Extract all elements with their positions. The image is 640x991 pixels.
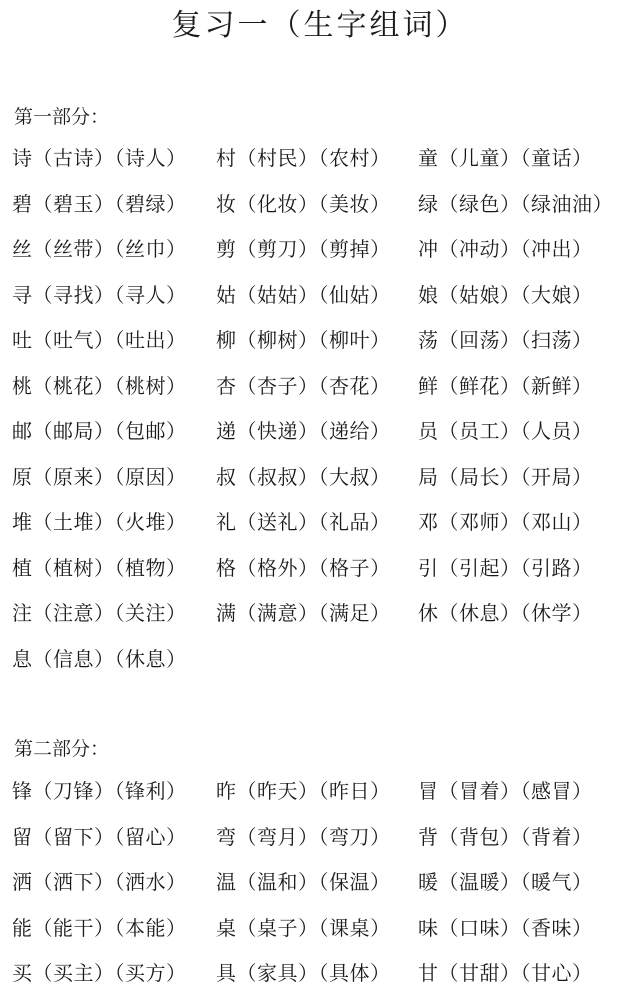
word-entry: 甘（甘甜）（甘心） (418, 961, 593, 985)
word-entry: 娘（姑娘）（大娘） (418, 282, 593, 307)
word-row (0, 370, 640, 402)
word-entry: 冒（冒着）（感冒） (418, 779, 593, 803)
word-entry: 妆（化妆）（美妆） (216, 191, 391, 216)
word-entry: 邓（邓师）（邓山） (418, 510, 593, 534)
word-entry: 锋（刀锋）（锋利） (12, 779, 187, 803)
word-entry: 昨（昨天）（昨日） (216, 779, 391, 803)
word-row (0, 279, 640, 311)
word-entry: 具（家具）（具体） (216, 961, 391, 985)
word-entry: 剪（剪刀）（剪掉） (216, 237, 391, 261)
word-entry: 吐（吐气）（吐出） (12, 328, 187, 352)
word-row (0, 506, 640, 538)
word-entry: 诗（古诗）（诗人） (12, 146, 187, 170)
word-entry: 姑（姑姑）（仙姑） (216, 282, 391, 307)
word-row (0, 597, 640, 629)
word-entry: 味（口味）（香味） (418, 915, 593, 940)
word-entry: 留（留下）（留心） (12, 824, 187, 849)
word-entry: 荡（回荡）（扫荡） (418, 328, 593, 352)
word-row (0, 821, 640, 853)
word-row (0, 912, 640, 944)
word-row (0, 415, 640, 447)
word-row (0, 775, 640, 807)
word-entry: 童（儿童）（童话） (418, 146, 593, 170)
word-entry: 递（快递）（递给） (216, 419, 391, 443)
word-row (0, 461, 640, 493)
word-entry: 暖（温暖）（暖气） (418, 870, 593, 894)
word-row (0, 643, 640, 675)
word-entry: 引（引起）（引路） (418, 555, 593, 580)
page-title: 复习一（生字组词） (171, 8, 469, 43)
word-entry: 柳（柳树）（柳叶） (216, 328, 391, 352)
word-entry: 桌（桌子）（课桌） (216, 915, 391, 940)
word-entry: 鲜（鲜花）（新鲜） (418, 373, 593, 398)
word-row (0, 142, 640, 174)
word-row (0, 552, 640, 584)
word-row (0, 957, 640, 989)
word-row (0, 324, 640, 356)
word-entry: 植（植树）（植物） (12, 555, 187, 580)
word-entry: 邮（邮局）（包邮） (12, 419, 187, 443)
section-label: 第一部分： (14, 106, 110, 128)
word-entry: 桃（桃花）（桃树） (12, 373, 187, 398)
word-row (0, 188, 640, 220)
word-entry: 背（背包）（背着） (418, 824, 593, 849)
word-entry: 温（温和）（保温） (216, 870, 391, 894)
word-entry: 洒（洒下）（洒水） (12, 870, 187, 894)
word-entry: 冲（冲动）（冲出） (418, 237, 593, 261)
word-entry: 绿（绿色）（绿油油） (418, 191, 613, 216)
word-entry: 寻（寻找）（寻人） (12, 282, 187, 307)
word-row (0, 233, 640, 265)
word-entry: 注（注意）（关注） (12, 601, 187, 625)
word-entry: 能（能干）（本能） (12, 915, 187, 940)
word-entry: 堆（土堆）（火堆） (12, 510, 187, 534)
word-entry: 丝（丝带）（丝巾） (12, 237, 187, 261)
word-entry: 息（信息）（休息） (12, 646, 187, 671)
section-label: 第二部分： (14, 738, 110, 760)
word-entry: 碧（碧玉）（碧绿） (12, 191, 187, 216)
word-entry: 礼（送礼）（礼品） (216, 510, 391, 534)
word-entry: 原（原来）（原因） (12, 464, 187, 489)
word-entry: 满（满意）（满足） (216, 601, 391, 625)
word-entry: 格（格外）（格子） (216, 555, 391, 580)
word-entry: 局（局长）（开局） (418, 464, 593, 489)
word-row (0, 866, 640, 898)
word-entry: 村（村民）（农村） (216, 146, 391, 170)
word-entry: 弯（弯月）（弯刀） (216, 824, 391, 849)
word-entry: 员（员工）（人员） (418, 419, 593, 443)
word-entry: 叔（叔叔）（大叔） (216, 464, 391, 489)
word-entry: 杏（杏子）（杏花） (216, 373, 391, 398)
word-entry: 买（买主）（买方） (12, 961, 187, 985)
word-entry: 休（休息）（休学） (418, 601, 593, 625)
